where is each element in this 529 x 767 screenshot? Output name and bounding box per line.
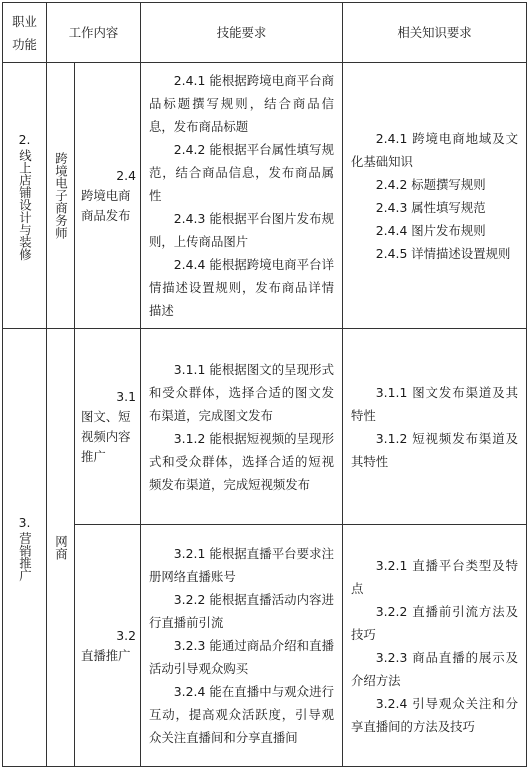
table-row [3, 329, 527, 525]
skill-item: 3.2.2 能根据直播活动内容进行直播前引流 [149, 592, 334, 630]
knowledge-item: 3.1.2 短视频发布渠道及其特性 [351, 430, 518, 469]
skill-item: 3.2.3 能通过商品介绍和直播活动引导观众购买 [149, 638, 334, 676]
skill-item: 2.4.4 能根据跨境电商平台详情描述设置规则，发布商品详情描述 [149, 257, 334, 318]
knowledge-item: 3.2.1 直播平台类型及特点 [351, 557, 518, 596]
skill-item: 3.2.1 能根据直播平台要求注册网络直播账号 [149, 546, 334, 584]
header-skills: 技能要求 [141, 3, 343, 63]
work-item-number: 3.2 [116, 627, 136, 643]
skill-item: 3.1.1 能根据图文的呈现形式和受众群体，选择合适的图文发布渠道，完成图文发布 [149, 361, 334, 423]
skills-cell [141, 63, 343, 329]
header-function-label: 职业功能 [12, 13, 37, 52]
knowledge-item: 2.4.4 图片发布规则 [375, 222, 486, 238]
function-label: 营销推广 [17, 531, 33, 582]
knowledge-cell [343, 329, 527, 525]
function-number: 3. [18, 514, 31, 530]
skills-cell [141, 525, 343, 767]
knowledge-item: 3.2.2 直播前引流方法及技巧 [351, 603, 518, 642]
work-item-title: 图文、短视频内容推广 [81, 408, 131, 464]
work-item-title: 直播推广 [81, 647, 131, 663]
work-item-number: 3.1 [116, 388, 136, 404]
function-cell-3 [3, 329, 47, 767]
knowledge-item: 2.4.3 属性填写规范 [375, 199, 486, 215]
work-item-number: 2.4 [116, 167, 136, 183]
table-row [3, 525, 527, 767]
knowledge-cell [343, 63, 527, 329]
knowledge-item: 2.4.5 详情描述设置规则 [375, 245, 511, 261]
function-number: 2. [18, 131, 31, 147]
skills-cell [141, 329, 343, 525]
header-row [3, 3, 527, 63]
header-knowledge: 相关知识要求 [343, 3, 527, 63]
function-label: 线上店铺设计与装修 [17, 148, 33, 261]
role-label: 网商 [53, 535, 69, 560]
function-cell-2 [3, 63, 47, 329]
knowledge-item: 3.1.1 图文发布渠道及其特性 [351, 384, 518, 423]
knowledge-item: 3.2.4 引导观众关注和分享直播间的方法及技巧 [351, 695, 518, 734]
header-function [3, 3, 47, 63]
role-cell-2 [47, 63, 75, 329]
table-row [3, 63, 527, 329]
work-item-3-2 [75, 525, 141, 767]
skill-item: 3.1.2 能根据短视频的呈现形式和受众群体，选择合适的短视频发布渠道，完成短视频发布 [149, 430, 334, 492]
work-item-3-1 [75, 329, 141, 525]
role-label: 跨境电子商务师 [53, 152, 69, 239]
role-cell-3 [47, 329, 75, 767]
skill-item: 2.4.2 能根据平台属性填写规范，结合商品信息，发布商品属性 [149, 142, 334, 203]
knowledge-item: 2.4.1 跨境电商地域及文化基础知识 [351, 130, 518, 169]
header-work-content: 工作内容 [47, 3, 141, 63]
work-item-title: 跨境电商商品发布 [81, 187, 131, 223]
knowledge-item: 2.4.2 标题撰写规则 [375, 176, 486, 192]
skill-item: 2.4.1 能根据跨境电商平台商品标题撰写规则，结合商品信息，发布商品标题 [149, 73, 334, 134]
skill-item: 2.4.3 能根据平台图片发布规则，上传商品图片 [149, 211, 334, 249]
skill-requirements-table [2, 2, 527, 767]
work-item-2-4 [75, 63, 141, 329]
skill-item: 3.2.4 能在直播中与观众进行互动，提高观众活跃度，引导观众关注直播间和分享直播间 [149, 684, 334, 745]
knowledge-cell [343, 525, 527, 767]
knowledge-item: 3.2.3 商品直播的展示及介绍方法 [351, 649, 518, 688]
